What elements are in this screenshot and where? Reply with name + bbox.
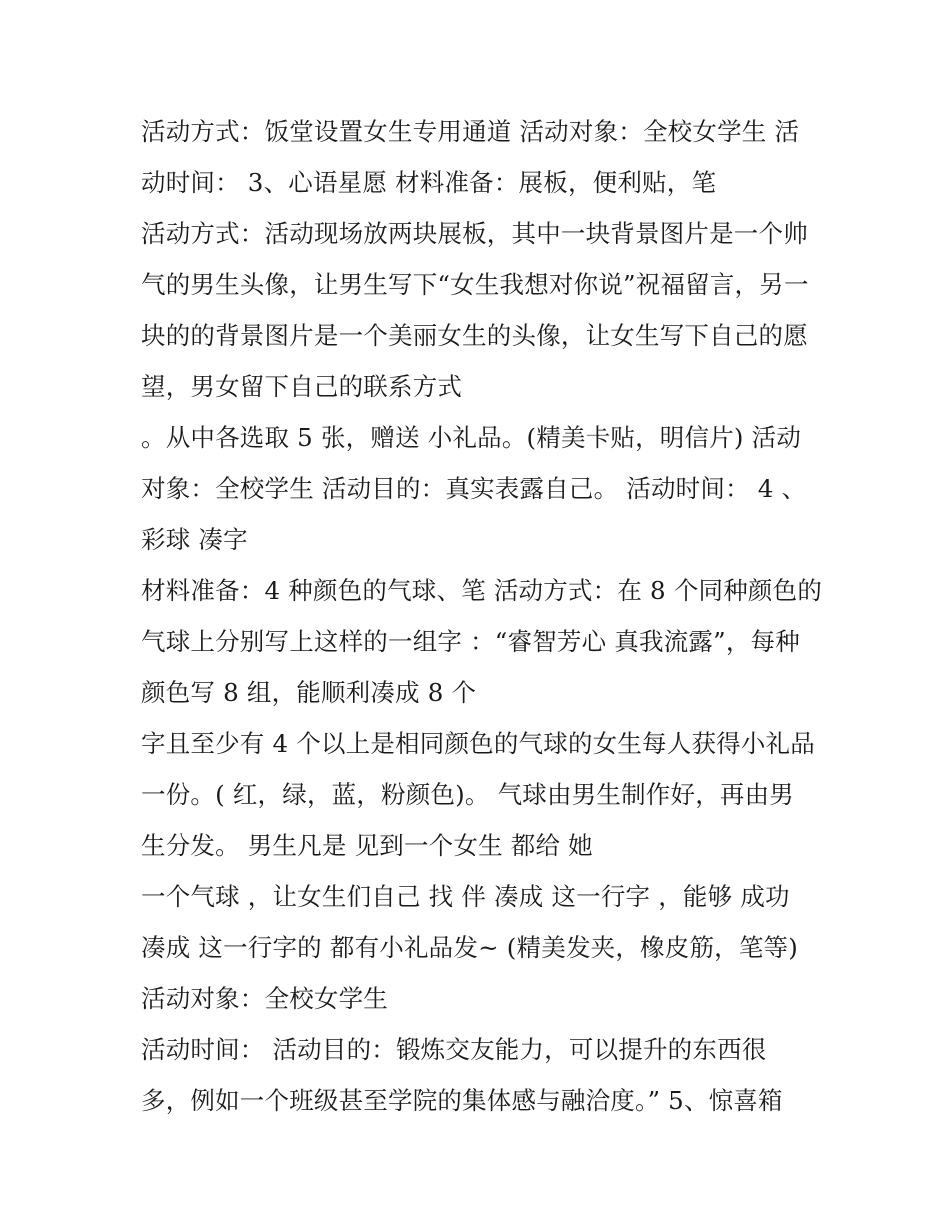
text-line: 气的男生头像，让男生写下“女生我想对你说”祝福留言，另一 [141,270,809,299]
text-line: 对象：全校学生 活动目的：真实表露自己。 活动时间： 4 、 [141,474,807,503]
text-line: 一份。( 红，绿，蓝，粉颜色)。 气球由男生制作好，再由男 [141,780,794,809]
text-line: 块的的背景图片是一个美丽女生的头像，让女生写下自己的愿 [141,321,808,350]
text-line: 气球上分别写上这样的一组字 ：“睿智芳心 真我流露”，每种 [141,627,800,656]
text-line: 多，例如一个班级甚至学院的集体感与融洽度。” 5、惊喜箱 [141,1086,783,1115]
text-line: 一个气球 ，让女生们自己 找 伴 凑成 这一行字 ，能够 成功 [141,882,790,911]
text-line: 活动对象：全校女学生 [141,984,388,1013]
text-line: 生分发。 男生凡是 见到一个女生 都给 她 [141,831,593,860]
text-line: 凑成 这一行字的 都有小礼品发~ (精美发夹，橡皮筋，笔等) [141,933,799,962]
text-line: 。从中各选取 5 张，赠送 小礼品。(精美卡贴，明信片) 活动 [141,423,802,452]
text-line: 彩球 凑字 [141,525,248,554]
text-line: 望，男女留下自己的联系方式 [141,372,463,401]
text-line: 动时间： 3、心语星愿 材料准备：展板，便利贴，笔 [141,168,717,197]
text-line: 材料准备：4 种颜色的气球、笔 活动方式：在 8 个同种颜色的 [141,576,823,605]
document-body [141,106,831,1126]
text-line: 活动方式：活动现场放两块展板，其中一块背景图片是一个帅 [141,219,808,248]
text-line: 活动方式：饭堂设置女生专用通道 活动对象：全校女学生 活 [141,117,800,146]
text-line: 活动时间： 活动目的：锻炼交友能力，可以提升的东西很 [141,1035,767,1064]
text-line: 颜色写 8 组，能顺利凑成 8 个 [141,678,477,707]
text-line: 字且至少有 4 个以上是相同颜色的气球的女生每人获得小礼品 [141,729,815,758]
